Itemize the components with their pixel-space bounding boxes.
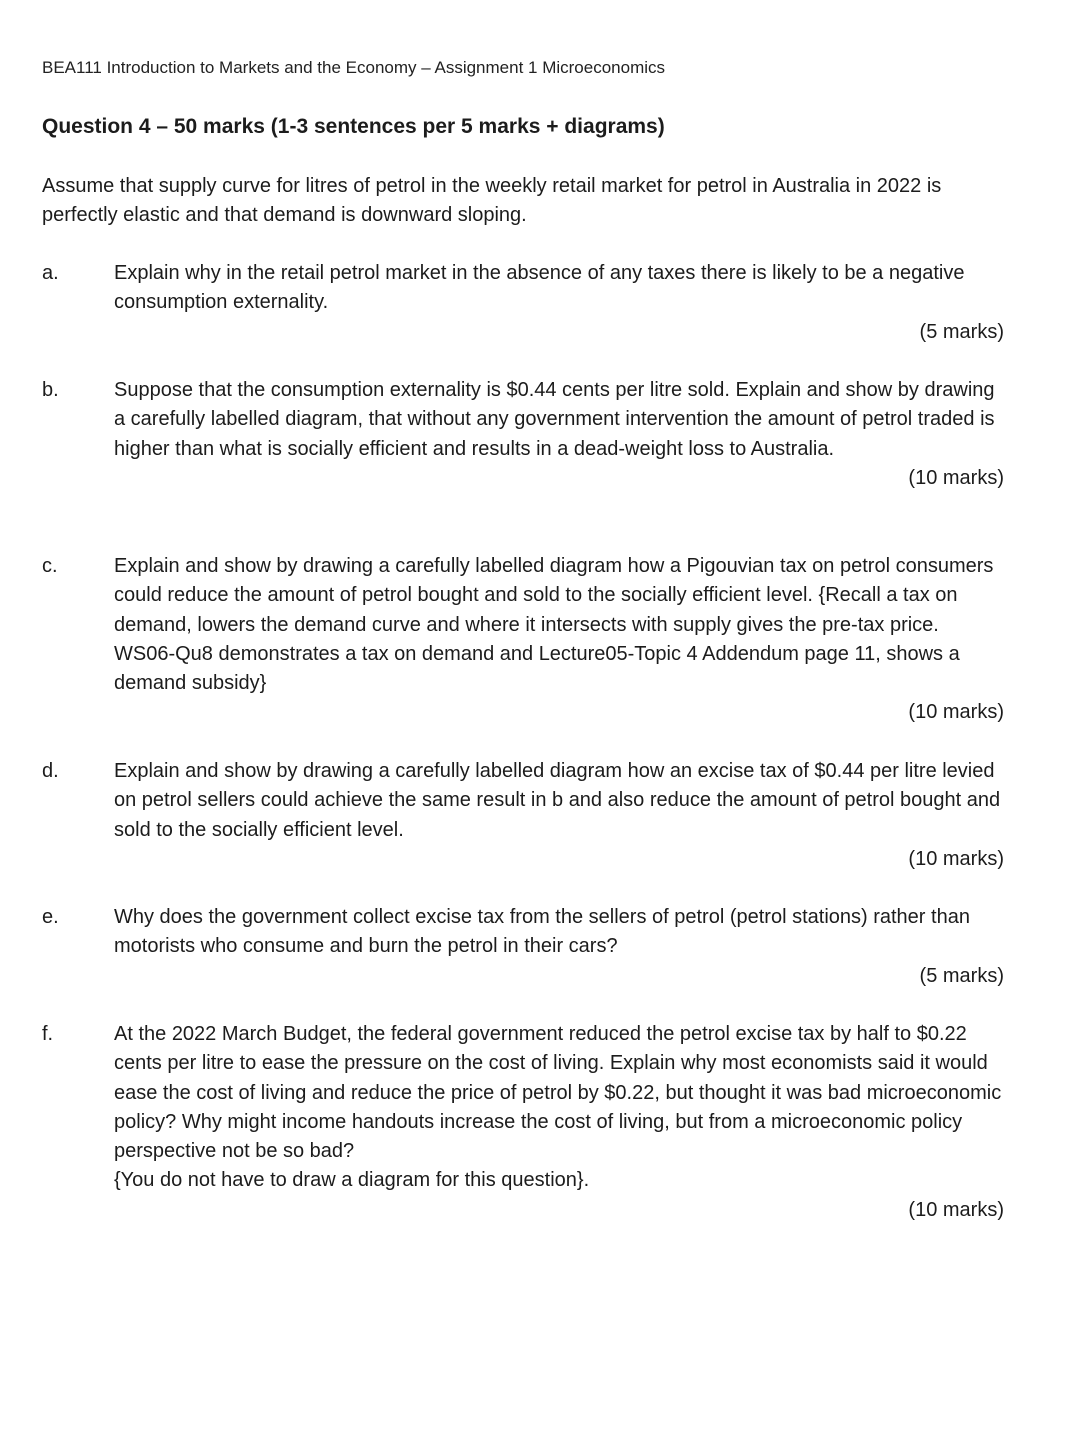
part-c bbox=[42, 552, 1004, 728]
question-title: Question 4 – 50 marks (1-3 sentences per 5 marks + diagrams) bbox=[42, 115, 665, 138]
part-paragraph: {You do not have to draw a diagram for this question}. bbox=[114, 1169, 590, 1192]
part-text bbox=[114, 903, 1004, 962]
part-marks: (10 marks) bbox=[908, 1198, 1004, 1221]
part-paragraph: Why does the government collect excise tax from the sellers of petrol (petrol stations) rather than motorists who consume and burn the petrol in their cars? bbox=[114, 906, 970, 958]
part-marks: (10 marks) bbox=[908, 847, 1004, 870]
part-paragraph: At the 2022 March Budget, the federal government reduced the petrol excise tax by half to $0.22 cents per litre to ease the pressure on the cost of living. Explain why most economists said it would ease the cost of living and reduce the price of petrol by $0.22, but thought it was bad microeconomic policy? Why might income handouts increase the cost of living, but from a microeconomic policy perspective not be so bad? bbox=[114, 1023, 1002, 1163]
part-letter: d. bbox=[42, 760, 59, 782]
part-paragraph: Explain and show by drawing a carefully labelled diagram how an excise tax of $0.44 per litre levied on petrol sellers could achieve the same result in b and also reduce the amount of petrol bought and sold to the socially efficient level. bbox=[114, 760, 1001, 841]
part-paragraph: Explain and show by drawing a carefully labelled diagram how a Pigouvian tax on petrol consumers could reduce the amount of petrol bought and sold to the socially efficient level. {Recall a tax on demand, lowers the demand curve and where it intersects with supply gives the pre-tax price. WS06-Qu8 demonstrates a tax on demand and Lecture05-Topic 4 Addendum page 11, shows a demand subsidy} bbox=[114, 555, 994, 695]
part-text bbox=[114, 376, 1004, 464]
part-text bbox=[114, 757, 1004, 845]
part-d bbox=[42, 757, 1004, 874]
part-marks: (5 marks) bbox=[919, 964, 1004, 987]
part-letter: f. bbox=[42, 1023, 54, 1045]
part-e bbox=[42, 903, 1004, 991]
part-paragraph: Suppose that the consumption externality is $0.44 cents per litre sold. Explain and show by drawing a carefully labelled diagram, that without any government intervention the amount of petrol traded is higher than what is socially efficient and results in a dead-weight loss to Australia. bbox=[114, 379, 995, 460]
part-letter: a. bbox=[42, 262, 59, 284]
part-text bbox=[114, 1020, 1004, 1196]
course-header: BEA111 Introduction to Markets and the Economy – Assignment 1 Microeconomics bbox=[42, 58, 666, 77]
part-text bbox=[114, 552, 1004, 698]
part-f bbox=[42, 1020, 1004, 1225]
part-marks: (5 marks) bbox=[919, 320, 1004, 343]
part-a bbox=[42, 259, 1004, 347]
part-letter: b. bbox=[42, 379, 59, 401]
part-marks: (10 marks) bbox=[908, 701, 1004, 724]
part-letter: c. bbox=[42, 555, 58, 577]
question-intro: Assume that supply curve for litres of petrol in the weekly retail market for petrol in Australia in 2022 is perfectly elastic and that demand is downward sloping. bbox=[42, 175, 942, 226]
part-text bbox=[114, 259, 1004, 318]
part-paragraph: Explain why in the retail petrol market in the absence of any taxes there is likely to be a negative consumption externality. bbox=[114, 262, 965, 314]
part-letter: e. bbox=[42, 906, 59, 928]
part-b bbox=[42, 376, 1004, 493]
part-marks: (10 marks) bbox=[908, 466, 1004, 489]
